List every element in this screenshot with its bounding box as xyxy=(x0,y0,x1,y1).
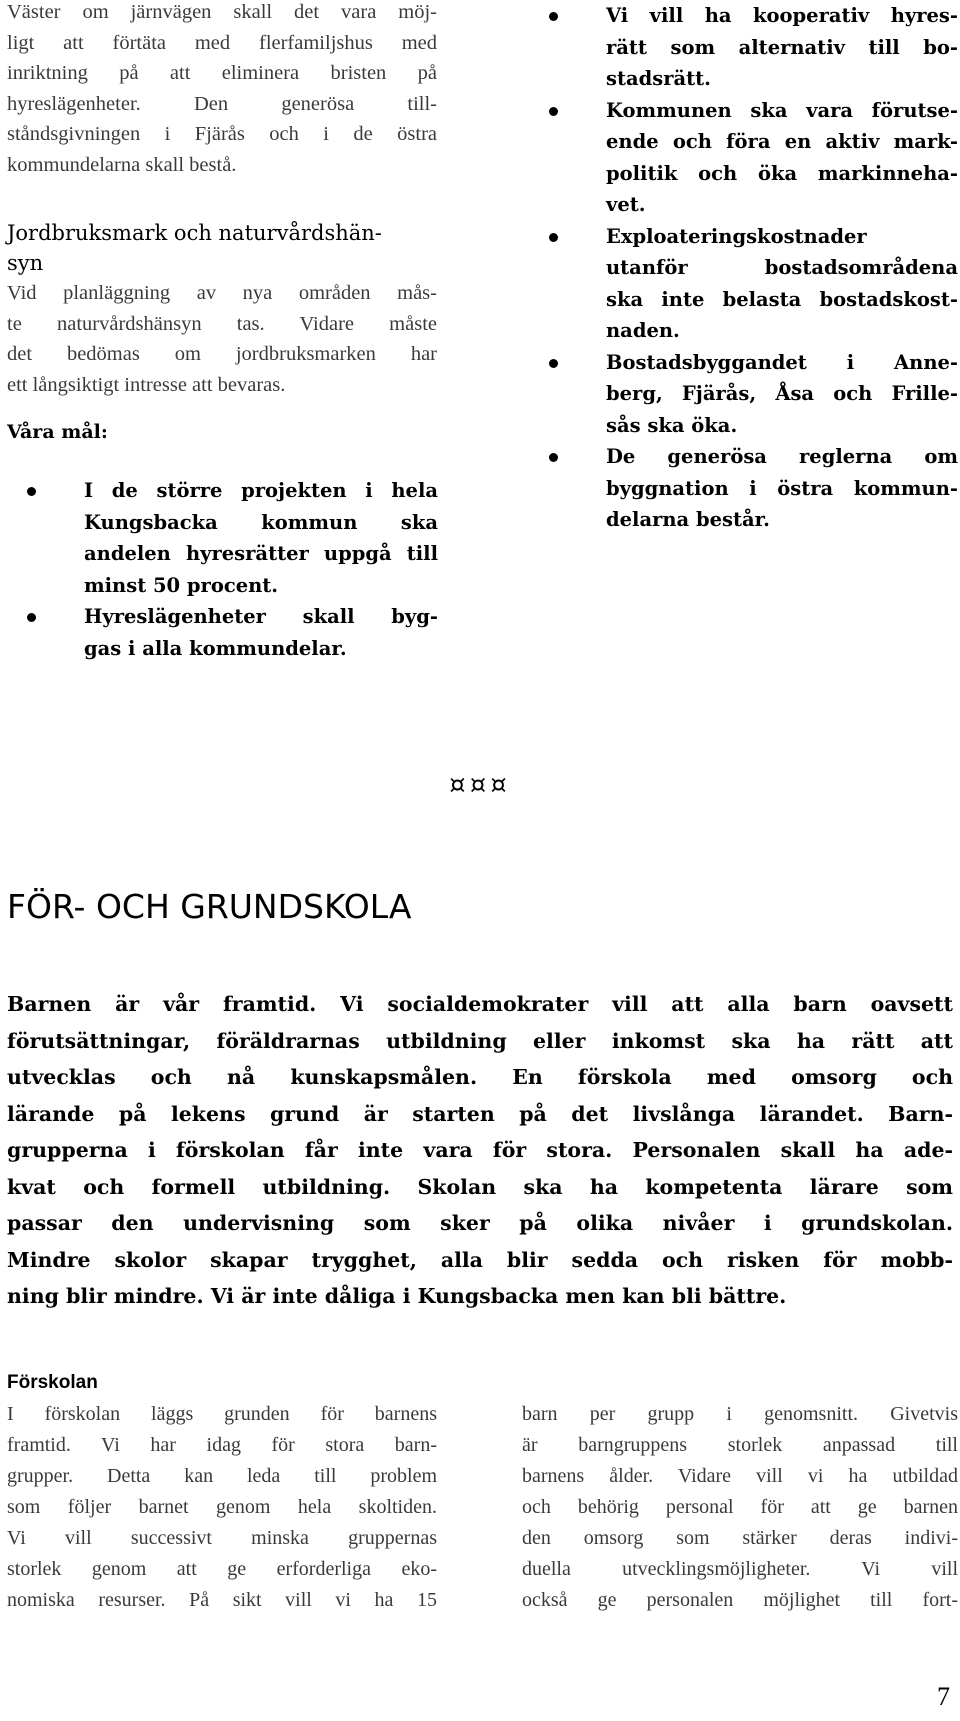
text-line: Bostadsbyggandet i Anne- xyxy=(606,350,958,374)
text-line: duella utvecklingsmöjligheter. Vi vill xyxy=(522,1558,958,1580)
section-lead-paragraph xyxy=(7,986,953,1315)
list-item xyxy=(606,441,958,536)
text-line: Vi vill ha kooperativ hyres- xyxy=(606,4,958,27)
text-line: politik och öka markinneha- xyxy=(606,161,958,185)
text-line: nomiska resurser. På sikt vill vi ha 15 xyxy=(7,1589,437,1611)
goals-heading: Våra mål: xyxy=(7,421,108,443)
text-line: stadsrätt. xyxy=(606,67,711,90)
section-divider-ornament: ¤¤¤ xyxy=(449,770,511,800)
jordbruk-heading xyxy=(7,218,437,278)
section-title: FÖR- OCH GRUNDSKOLA xyxy=(7,887,412,926)
text-line: utvecklas och nå kunskapsmålen. En förskola med omsorg och xyxy=(7,1065,953,1089)
text-line: ligt att förtäta med flerfamiljshus med xyxy=(7,31,437,54)
jordbruk-paragraph xyxy=(7,278,437,400)
text-line: passar den undervisning som sker på olika nivåer i grundskolan. xyxy=(7,1211,953,1235)
text-line: och behörig personal för att ge barnen xyxy=(522,1496,958,1518)
text-line: Hyreslägenheter skall byg- xyxy=(84,605,438,628)
text-line: lärande på lekens grund är starten på det livslånga lärandet. Barn- xyxy=(7,1101,953,1126)
text-line: grupperna i förskolan får inte vara för stora. Personalen skall ha ade- xyxy=(7,1138,953,1162)
bullet-icon xyxy=(27,613,36,622)
bullet-icon xyxy=(549,107,558,116)
text-line: I förskolan läggs grunden för barnens xyxy=(7,1403,437,1425)
bullet-icon xyxy=(27,487,36,496)
text-line: De generösa reglerna om xyxy=(606,445,958,468)
forskolan-right-column xyxy=(522,1399,958,1616)
text-line: förutsättningar, föräldrarnas utbildning eller inkomst ska ha rätt att xyxy=(7,1028,953,1053)
text-line: ende och föra en aktiv mark- xyxy=(606,130,958,153)
text-line: Kungsbacka kommun ska xyxy=(84,510,438,534)
text-line: naden. xyxy=(606,319,680,342)
heading-line: Jordbruksmark och naturvårdshän- xyxy=(7,221,382,245)
text-line: ska inte belasta bostadskost- xyxy=(606,287,958,311)
text-line: rätt som alternativ till bo- xyxy=(606,35,958,59)
text-line: andelen hyresrätter uppgå till xyxy=(84,542,438,565)
text-line: också ge personalen möjlighet till fort- xyxy=(522,1589,958,1611)
forskolan-left-column xyxy=(7,1399,437,1616)
forskolan-heading: Förskolan xyxy=(7,1372,98,1393)
text-line: inriktning på att eliminera bristen på xyxy=(7,62,437,84)
text-line: hyreslägenheter. Den generösa till- xyxy=(7,92,437,115)
text-line: den omsorg som stärker deras indivi- xyxy=(522,1527,958,1549)
text-line: grupper. Detta kan leda till problem xyxy=(7,1465,437,1487)
text-line: ning blir mindre. Vi är inte dåliga i Kungsbacka men kan bli bättre. xyxy=(7,1284,787,1308)
goals-list xyxy=(84,475,438,664)
page-number: 7 xyxy=(937,1682,950,1711)
text-line: Kommunen ska vara förutse- xyxy=(606,98,958,122)
text-line: gas i alla kommundelar. xyxy=(84,636,347,660)
text-line: framtid. Vi har idag för stora barn- xyxy=(7,1434,437,1456)
text-line: är barngruppens storlek anpassad till xyxy=(522,1434,958,1456)
list-item xyxy=(606,95,958,221)
text-line: Vi vill successivt minska gruppernas xyxy=(7,1527,437,1549)
text-line: delarna består. xyxy=(606,508,770,531)
text-line: storlek genom att ge erforderliga eko- xyxy=(7,1558,437,1580)
bullet-icon xyxy=(549,359,558,368)
text-line: Exploateringskostnader xyxy=(606,224,867,248)
text-line: Barnen är vår framtid. Vi socialdemokrater vill att alla barn oavsett xyxy=(7,992,953,1016)
list-item xyxy=(606,221,958,347)
bullet-icon xyxy=(549,453,558,462)
text-line: Mindre skolor skapar trygghet, alla blir sedda och risken för mobb- xyxy=(7,1247,953,1272)
bullet-icon xyxy=(549,12,558,21)
list-item xyxy=(84,601,438,664)
text-line: Vid planläggning av nya områden mås- xyxy=(7,282,437,304)
heading-line: syn xyxy=(7,251,44,275)
text-line: byggnation i östra kommun- xyxy=(606,476,958,500)
text-line: som följer barnet genom hela skoltiden. xyxy=(7,1496,437,1518)
intro-paragraph xyxy=(7,0,437,180)
list-item xyxy=(84,475,438,601)
list-item xyxy=(606,0,958,95)
text-line: ett långsiktigt intresse att bevaras. xyxy=(7,373,286,396)
text-line: kommundelarna skall bestå. xyxy=(7,153,237,176)
right-goals-list xyxy=(606,0,958,536)
text-line: utanför bostadsområdena xyxy=(606,256,958,279)
text-line: berg, Fjärås, Åsa och Frille- xyxy=(606,382,958,405)
text-line: ståndsgivningen i Fjärås och i de östra xyxy=(7,123,437,145)
list-item xyxy=(606,347,958,442)
text-line: det bedömas om jordbruksmarken har xyxy=(7,343,437,365)
text-line: sås ska öka. xyxy=(606,413,738,437)
text-line: barn per grupp i genomsnitt. Givetvis xyxy=(522,1403,958,1425)
text-line: kvat och formell utbildning. Skolan ska ha kompetenta lärare som xyxy=(7,1174,953,1199)
text-line: I de större projekten i hela xyxy=(84,479,438,502)
text-line: barnens ålder. Vidare vill vi ha utbildad xyxy=(522,1465,958,1487)
text-line: Väster om järnvägen skall det vara möj- xyxy=(7,1,437,23)
text-line: te naturvårdshänsyn tas. Vidare måste xyxy=(7,312,437,335)
bullet-icon xyxy=(549,233,558,242)
text-line: vet. xyxy=(606,193,646,216)
text-line: minst 50 procent. xyxy=(84,573,279,597)
